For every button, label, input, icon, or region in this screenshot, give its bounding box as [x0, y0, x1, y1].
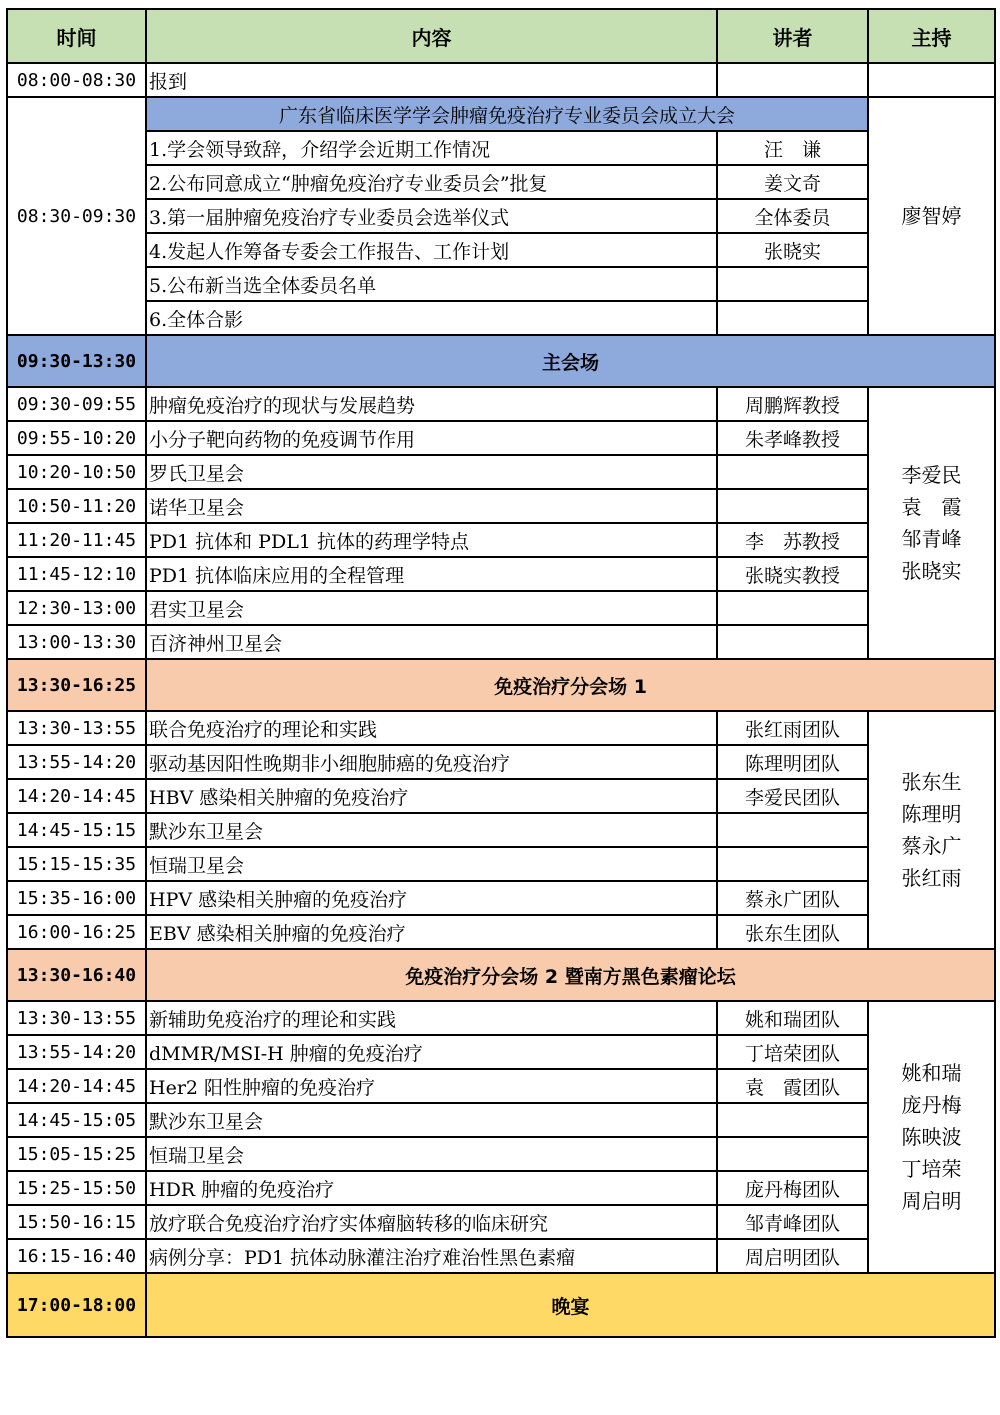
- registration-speaker: [717, 63, 868, 97]
- session-row: [7, 557, 995, 591]
- session-row: [7, 1205, 995, 1239]
- host-name: 邹青峰: [901, 527, 962, 551]
- session-content: 放疗联合免疫治疗治疗实体瘤脑转移的临床研究: [146, 1205, 717, 1239]
- session-speaker: [717, 455, 868, 489]
- session-row: [7, 745, 995, 779]
- branch2-section-title: 免疫治疗分会场 2 暨南方黑色素瘤论坛: [146, 949, 995, 1001]
- session-content: 新辅助免疫治疗的理论和实践: [146, 1001, 717, 1035]
- founding-item-row: [7, 267, 995, 301]
- session-speaker: [717, 591, 868, 625]
- session-content: 小分子靶向药物的免疫调节作用: [146, 421, 717, 455]
- session-speaker: 姚和瑞团队: [717, 1001, 868, 1035]
- session-row: [7, 711, 995, 745]
- session-content: 默沙东卫星会: [146, 1103, 717, 1137]
- session-content: Her2 阳性肿瘤的免疫治疗: [146, 1069, 717, 1103]
- session-speaker: 庞丹梅团队: [717, 1171, 868, 1205]
- session-time: 15:05-15:25: [7, 1137, 146, 1171]
- session-content: HBV 感染相关肿瘤的免疫治疗: [146, 779, 717, 813]
- host-name: 陈理明: [901, 802, 962, 826]
- branch2-section-row: [7, 949, 995, 1001]
- founding-item-speaker: 张晓实: [717, 233, 868, 267]
- session-row: [7, 591, 995, 625]
- registration-time: 08:00-08:30: [7, 63, 146, 97]
- session-row: [7, 455, 995, 489]
- session-content: 病例分享：PD1 抗体动脉灌注治疗难治性黑色素瘤: [146, 1239, 717, 1273]
- session-row: [7, 523, 995, 557]
- session-speaker: 丁培荣团队: [717, 1035, 868, 1069]
- founding-item-row: [7, 301, 995, 335]
- founding-item-row: [7, 165, 995, 199]
- founding-item-content: 3.第一届肿瘤免疫治疗专业委员会选举仪式: [146, 199, 717, 233]
- header-content: 内容: [146, 9, 717, 63]
- session-content: 默沙东卫星会: [146, 813, 717, 847]
- session-row: [7, 1239, 995, 1273]
- registration-row: [7, 63, 995, 97]
- main-section-title: 主会场: [146, 335, 995, 387]
- session-content: 联合免疫治疗的理论和实践: [146, 711, 717, 745]
- schedule-table: [6, 8, 996, 1338]
- session-time: 09:30-09:55: [7, 387, 146, 421]
- dinner-title: 晚宴: [146, 1273, 995, 1337]
- session-time: 14:20-14:45: [7, 779, 146, 813]
- founding-item-row: [7, 199, 995, 233]
- session-time: 12:30-13:00: [7, 591, 146, 625]
- session-row: [7, 813, 995, 847]
- founding-item-content: 5.公布新当选全体委员名单: [146, 267, 717, 301]
- session-row: [7, 625, 995, 659]
- host-name: 李爱民: [901, 463, 962, 487]
- session-content: dMMR/MSI-H 肿瘤的免疫治疗: [146, 1035, 717, 1069]
- header-row: [7, 9, 995, 63]
- session-content: 君实卫星会: [146, 591, 717, 625]
- main-host: [868, 387, 995, 659]
- founding-item-speaker: 汪 谦: [717, 131, 868, 165]
- session-time: 16:00-16:25: [7, 915, 146, 949]
- session-time: 11:45-12:10: [7, 557, 146, 591]
- branch2-section-time: 13:30-16:40: [7, 949, 146, 1001]
- session-content: 百济神州卫星会: [146, 625, 717, 659]
- session-speaker: 周鹏辉教授: [717, 387, 868, 421]
- session-speaker: [717, 847, 868, 881]
- session-content: 恒瑞卫星会: [146, 847, 717, 881]
- session-row: [7, 881, 995, 915]
- session-time: 13:55-14:20: [7, 745, 146, 779]
- session-row: [7, 1035, 995, 1069]
- founding-item-row: [7, 233, 995, 267]
- session-speaker: 朱孝峰教授: [717, 421, 868, 455]
- session-row: [7, 421, 995, 455]
- session-row: [7, 1001, 995, 1035]
- founding-host: 廖智婷: [868, 97, 995, 335]
- header-time: 时间: [7, 9, 146, 63]
- session-speaker: 张红雨团队: [717, 711, 868, 745]
- branch1-section-title: 免疫治疗分会场 1: [146, 659, 995, 711]
- session-content: PD1 抗体临床应用的全程管理: [146, 557, 717, 591]
- session-time: 13:00-13:30: [7, 625, 146, 659]
- session-content: 诺华卫星会: [146, 489, 717, 523]
- host-name: 袁 霞: [901, 495, 962, 519]
- header-speaker: 讲者: [717, 9, 868, 63]
- session-content: PD1 抗体和 PDL1 抗体的药理学特点: [146, 523, 717, 557]
- session-row: [7, 1103, 995, 1137]
- session-speaker: [717, 1103, 868, 1137]
- session-row: [7, 847, 995, 881]
- session-content: HPV 感染相关肿瘤的免疫治疗: [146, 881, 717, 915]
- session-speaker: 邹青峰团队: [717, 1205, 868, 1239]
- host-name: 庞丹梅: [901, 1093, 962, 1117]
- session-time: 13:30-13:55: [7, 1001, 146, 1035]
- session-time: 15:35-16:00: [7, 881, 146, 915]
- session-content: 肿瘤免疫治疗的现状与发展趋势: [146, 387, 717, 421]
- session-time: 14:45-15:15: [7, 813, 146, 847]
- registration-host: [868, 63, 995, 97]
- founding-item-speaker: [717, 301, 868, 335]
- founding-time: 08:30-09:30: [7, 97, 146, 335]
- session-time: 09:55-10:20: [7, 421, 146, 455]
- host-name: 张晓实: [901, 559, 962, 583]
- session-row: [7, 387, 995, 421]
- session-time: 14:45-15:05: [7, 1103, 146, 1137]
- session-time: 15:15-15:35: [7, 847, 146, 881]
- session-content: HDR 肿瘤的免疫治疗: [146, 1171, 717, 1205]
- session-speaker: 周启明团队: [717, 1239, 868, 1273]
- dinner-time: 17:00-18:00: [7, 1273, 146, 1337]
- schedule-body: [7, 63, 995, 1337]
- session-speaker: [717, 1137, 868, 1171]
- session-time: 15:50-16:15: [7, 1205, 146, 1239]
- session-speaker: 李 苏教授: [717, 523, 868, 557]
- founding-item-row: [7, 131, 995, 165]
- session-row: [7, 779, 995, 813]
- founding-item-content: 4.发起人作筹备专委会工作报告、工作计划: [146, 233, 717, 267]
- host-name: 陈映波: [901, 1125, 962, 1149]
- session-time: 16:15-16:40: [7, 1239, 146, 1273]
- founding-item-content: 1.学会领导致辞，介绍学会近期工作情况: [146, 131, 717, 165]
- session-speaker: 陈理明团队: [717, 745, 868, 779]
- founding-title: 广东省临床医学学会肿瘤免疫治疗专业委员会成立大会: [146, 97, 868, 131]
- founding-title-row: [7, 97, 995, 131]
- host-name: 蔡永广: [901, 834, 962, 858]
- session-content: 恒瑞卫星会: [146, 1137, 717, 1171]
- founding-item-content: 2.公布同意成立“肿瘤免疫治疗专业委员会”批复: [146, 165, 717, 199]
- session-speaker: 张东生团队: [717, 915, 868, 949]
- session-content: EBV 感染相关肿瘤的免疫治疗: [146, 915, 717, 949]
- main-section-time: 09:30-13:30: [7, 335, 146, 387]
- session-row: [7, 1137, 995, 1171]
- session-speaker: [717, 813, 868, 847]
- branch1-section-time: 13:30-16:25: [7, 659, 146, 711]
- session-time: 13:30-13:55: [7, 711, 146, 745]
- main-section-row: [7, 335, 995, 387]
- dinner-row: [7, 1273, 995, 1337]
- founding-item-speaker: 全体委员: [717, 199, 868, 233]
- session-speaker: 张晓实教授: [717, 557, 868, 591]
- session-content: 驱动基因阳性晚期非小细胞肺癌的免疫治疗: [146, 745, 717, 779]
- session-content: 罗氏卫星会: [146, 455, 717, 489]
- session-speaker: 李爱民团队: [717, 779, 868, 813]
- session-time: 13:55-14:20: [7, 1035, 146, 1069]
- session-row: [7, 915, 995, 949]
- session-speaker: 蔡永广团队: [717, 881, 868, 915]
- session-speaker: [717, 625, 868, 659]
- founding-item-content: 6.全体合影: [146, 301, 717, 335]
- branch1-section-row: [7, 659, 995, 711]
- session-time: 10:50-11:20: [7, 489, 146, 523]
- session-speaker: 袁 霞团队: [717, 1069, 868, 1103]
- session-row: [7, 1171, 995, 1205]
- founding-item-speaker: [717, 267, 868, 301]
- session-time: 11:20-11:45: [7, 523, 146, 557]
- session-row: [7, 489, 995, 523]
- registration-content: 报到: [146, 63, 717, 97]
- host-name: 周启明: [901, 1189, 962, 1213]
- host-name: 丁培荣: [901, 1157, 962, 1181]
- session-speaker: [717, 489, 868, 523]
- branch1-host: [868, 711, 995, 949]
- host-name: 张红雨: [901, 866, 962, 890]
- session-row: [7, 1069, 995, 1103]
- session-time: 15:25-15:50: [7, 1171, 146, 1205]
- founding-item-speaker: 姜文奇: [717, 165, 868, 199]
- session-time: 14:20-14:45: [7, 1069, 146, 1103]
- host-name: 姚和瑞: [901, 1061, 962, 1085]
- session-time: 10:20-10:50: [7, 455, 146, 489]
- header-host: 主持: [868, 9, 995, 63]
- branch2-host: [868, 1001, 995, 1273]
- host-name: 张东生: [901, 770, 962, 794]
